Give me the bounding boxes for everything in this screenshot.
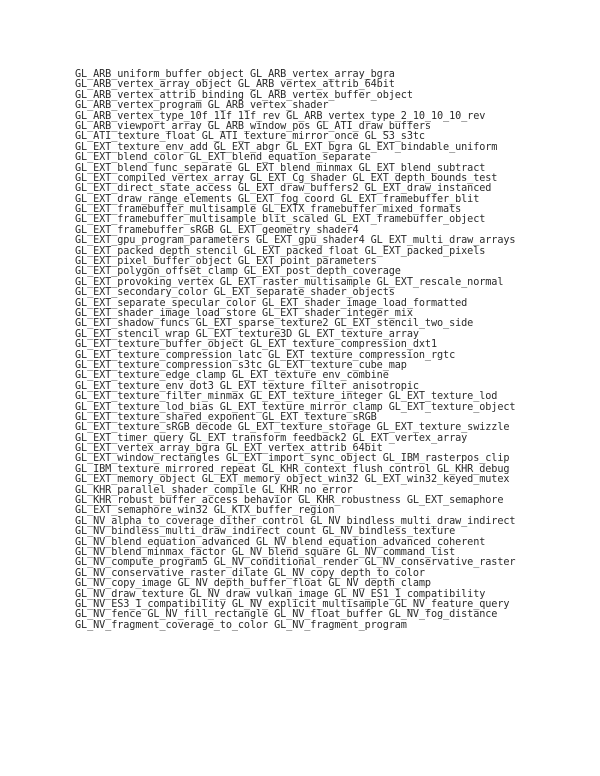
text-line: GL_EXT_framebuffer_multisample_blit_scaled GL_EXT_framebuffer_object bbox=[75, 214, 486, 226]
text-line: GL_EXT_provoking_vertex GL_EXT_raster_multisample GL_EXT_rescale_normal bbox=[75, 276, 504, 288]
text-line: GL_EXT_blend_color GL_EXT_blend_equation_separate bbox=[75, 152, 371, 164]
text-line: GL_EXT_framebuffer_sRGB GL_EXT_geometry_shader4 bbox=[75, 224, 359, 236]
text-line: GL_ARB_vertex_array_object GL_ARB_vertex_attrib_64bit bbox=[75, 79, 395, 91]
text-line: GL_ARB_uniform_buffer_object GL_ARB_vertex_array_bgra bbox=[75, 69, 395, 80]
text-line: GL_EXT_texture_env_dot3 GL_EXT_texture_filter_anisotropic bbox=[75, 380, 419, 392]
text-line: GL_EXT_window_rectangles GL_EXT_import_sync_object GL_IBM_rasterpos_clip bbox=[75, 453, 510, 465]
text-line: GL_EXT_texture_filter_minmax GL_EXT_texture_integer GL_EXT_texture_lod bbox=[75, 391, 498, 403]
text-line: GL_EXT_texture_lod_bias GL_EXT_texture_mirror_clamp GL_EXT_texture_object bbox=[75, 401, 516, 413]
extensions-text-block bbox=[75, 70, 595, 631]
text-line: GL_EXT_texture_compression_s3tc GL_EXT_texture_cube_map bbox=[75, 359, 407, 371]
text-line: GL_EXT_separate_specular_color GL_EXT_shader_image_load_formatted bbox=[75, 297, 468, 309]
text-line: GL_EXT_packed_depth_stencil GL_EXT_packed_float GL_EXT_packed_pixels bbox=[75, 245, 486, 257]
text-line: GL_NV_fence GL_NV_fill_rectangle GL_NV_float_buffer GL_NV_fog_distance bbox=[75, 609, 498, 621]
text-line: GL_EXT_texture_edge_clamp GL_EXT_texture_env_combine bbox=[75, 370, 389, 382]
text-line: GL_NV_bindless_multi_draw_indirect_count GL_NV_bindless_texture bbox=[75, 526, 456, 538]
text-line: GL_EXT_semaphore_win32 GL_KTX_buffer_region bbox=[75, 505, 335, 517]
text-line: GL_ARB_vertex_program GL_ARB_vertex_shader bbox=[75, 100, 329, 112]
text-line: GL_EXT_polygon_offset_clamp GL_EXT_post_depth_coverage bbox=[75, 266, 401, 278]
text-line: GL_NV_fragment_coverage_to_color GL_NV_fragment_program bbox=[75, 619, 407, 631]
text-line: GL_EXT_texture_shared_exponent GL_EXT_texture_sRGB bbox=[75, 411, 377, 423]
text-line: GL_EXT_secondary_color GL_EXT_separate_shader_objects bbox=[75, 287, 395, 299]
text-line: GL_EXT_texture_env_add GL_EXT_abgr GL_EXT_bgra GL_EXT_bindable_uniform bbox=[75, 141, 498, 153]
text-line: GL_EXT_timer_query GL_EXT_transform_feedback2 GL_EXT_vertex_array bbox=[75, 432, 468, 444]
text-line: GL_EXT_compiled_vertex_array GL_EXT_Cg_shader GL_EXT_depth_bounds_test bbox=[75, 172, 498, 184]
text-line: GL_EXT_vertex_array_bgra GL_EXT_vertex_attrib_64bit bbox=[75, 443, 383, 455]
text-line: GL_IBM_texture_mirrored_repeat GL_KHR_context_flush_control GL_KHR_debug bbox=[75, 463, 510, 475]
text-line: GL_NV_blend_minmax_factor GL_NV_blend_square GL_NV_command_list bbox=[75, 546, 456, 558]
text-line: GL_EXT_direct_state_access GL_EXT_draw_buffers2 GL_EXT_draw_instanced bbox=[75, 183, 492, 195]
text-line: GL_EXT_texture_buffer_object GL_EXT_texture_compression_dxt1 bbox=[75, 339, 438, 351]
text-line: GL_EXT_texture_compression_latc GL_EXT_texture_compression_rgtc bbox=[75, 349, 456, 361]
text-line: GL_ARB_vertex_type_10f_11f_11f_rev GL_ARB_vertex_type_2_10_10_10_rev bbox=[75, 110, 486, 122]
text-line: GL_NV_ES3_1_compatibility GL_NV_explicit_multisample GL_NV_feature_query bbox=[75, 598, 510, 610]
text-line: GL_NV_conservative_raster_dilate GL_NV_copy_depth_to_color bbox=[75, 567, 425, 579]
text-line: GL_NV_alpha_to_coverage_dither_control GL_NV_bindless_multi_draw_indirect bbox=[75, 515, 516, 527]
text-line: GL_EXT_shadow_funcs GL_EXT_sparse_texture2 GL_EXT_stencil_two_side bbox=[75, 318, 474, 330]
text-line: GL_EXT_memory_object GL_EXT_memory_object_win32 GL_EXT_win32_keyed_mutex bbox=[75, 474, 510, 486]
text-line: GL_EXT_texture_sRGB_decode GL_EXT_texture_storage GL_EXT_texture_swizzle bbox=[75, 422, 510, 434]
text-line: GL_KHR_robust_buffer_access_behavior GL_KHR_robustness GL_EXT_semaphore bbox=[75, 495, 504, 507]
text-line: GL_EXT_shader_image_load_store GL_EXT_shader_integer_mix bbox=[75, 307, 413, 319]
text-line: GL_EXT_framebuffer_multisample GL_EXTX_framebuffer_mixed_formats bbox=[75, 204, 462, 216]
text-line: GL_NV_draw_texture GL_NV_draw_vulkan_image GL_NV_ES1_1_compatibility bbox=[75, 588, 486, 600]
text-line: GL_EXT_stencil_wrap GL_EXT_texture3D GL_EXT_texture_array bbox=[75, 328, 419, 340]
text-line: GL_EXT_pixel_buffer_object GL_EXT_point_parameters bbox=[75, 256, 377, 268]
text-line: GL_ATI_texture_float GL_ATI_texture_mirror_once GL_S3_s3tc bbox=[75, 131, 425, 143]
text-line: GL_EXT_blend_func_separate GL_EXT_blend_minmax GL_EXT_blend_subtract bbox=[75, 162, 486, 174]
text-line: GL_KHR_parallel_shader_compile GL_KHR_no_error bbox=[75, 484, 353, 496]
text-line: GL_EXT_draw_range_elements GL_EXT_fog_coord GL_EXT_framebuffer_blit bbox=[75, 193, 480, 205]
text-line: GL_EXT_gpu_program_parameters GL_EXT_gpu_shader4 GL_EXT_multi_draw_arrays bbox=[75, 235, 516, 247]
text-line: GL_NV_compute_program5 GL_NV_conditional_render GL_NV_conservative_raster bbox=[75, 557, 516, 569]
text-line: GL_NV_blend_equation_advanced GL_NV_blend_equation_advanced_coherent bbox=[75, 536, 486, 548]
text-line: GL_ARB_vertex_attrib_binding GL_ARB_vertex_buffer_object bbox=[75, 89, 413, 101]
text-line: GL_ARB_viewport_array GL_ARB_window_pos GL_ATI_draw_buffers bbox=[75, 120, 431, 132]
text-line: GL_NV_copy_image GL_NV_depth_buffer_float GL_NV_depth_clamp bbox=[75, 578, 431, 590]
